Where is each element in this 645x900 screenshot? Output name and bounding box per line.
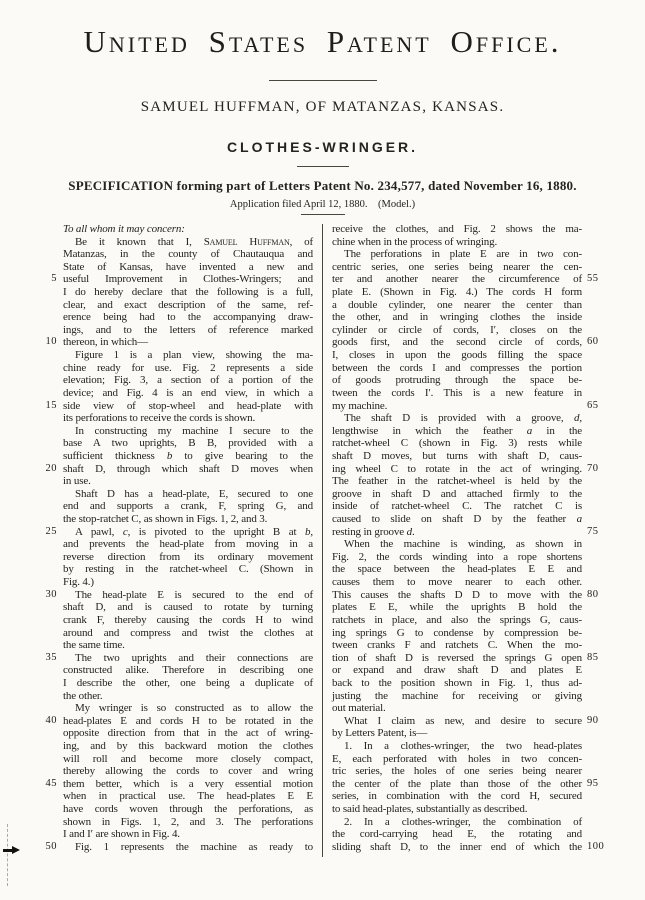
text-line-content: the center of the plate than those of the other bbox=[332, 777, 582, 790]
margin-line-number: 55 bbox=[587, 273, 599, 285]
text-line-content: The feather in the ratchet-wheel is held by the bbox=[332, 475, 582, 488]
text-line bbox=[63, 223, 313, 236]
text-line-content: reverse direction from its ordinary movement bbox=[63, 550, 313, 563]
text-line bbox=[332, 690, 582, 703]
text-line bbox=[63, 286, 313, 299]
text-line bbox=[332, 261, 582, 274]
text-line bbox=[332, 727, 582, 740]
text-line-content: them better, which is a very essential motion bbox=[63, 777, 313, 790]
margin-line-number: 5 bbox=[51, 273, 57, 285]
text-line bbox=[63, 627, 313, 640]
text-line bbox=[332, 803, 582, 816]
text-line bbox=[63, 299, 313, 312]
text-line-content: crank F, thereby causing the cords H to wind bbox=[63, 613, 313, 626]
text-line-content: The shaft D is provided with a groove, d, bbox=[344, 412, 582, 425]
text-line-content: receive the clothes, and Fig. 2 shows the ma- bbox=[332, 223, 582, 235]
text-line bbox=[332, 828, 582, 841]
text-line bbox=[332, 286, 582, 299]
application-line: Application filed April 12, 1880. (Model.) bbox=[229, 199, 416, 210]
text-line bbox=[332, 349, 582, 362]
text-line bbox=[63, 362, 313, 375]
text-line-content: Shaft D has a head-plate, E, secured to one bbox=[75, 487, 313, 500]
text-line-content: by Letters Patent, is— bbox=[332, 727, 428, 740]
text-line-content: back to the position shown in Fig. 1, thus ad- bbox=[332, 676, 582, 689]
text-line bbox=[332, 475, 582, 488]
invention-title: CLOTHES-WRINGER. bbox=[226, 139, 419, 155]
margin-line-number: 85 bbox=[587, 651, 599, 663]
margin-line-number: 15 bbox=[45, 399, 57, 411]
text-line bbox=[45, 651, 313, 665]
text-line-content: cylinder or circle of cords, I′, closes on the bbox=[332, 323, 582, 336]
text-line bbox=[63, 740, 313, 753]
text-line-content: the same time. bbox=[63, 639, 125, 652]
text-line bbox=[63, 727, 313, 740]
text-line-content: When the machine is winding, as shown in bbox=[344, 538, 582, 551]
text-line bbox=[63, 450, 313, 463]
text-line bbox=[63, 311, 313, 324]
text-line-content: ings, and to the letters of reference marked bbox=[63, 323, 313, 336]
text-line-content: around and compress and twist the clothes at bbox=[63, 626, 313, 639]
text-line-content: to said head-plates, substantially as described. bbox=[332, 803, 528, 816]
text-line bbox=[332, 816, 582, 829]
specification-line: SPECIFICATION forming part of Letters Patent No. 234,577, dated November 16, 1880. bbox=[68, 178, 577, 193]
text-line-content: elevation; Fig. 3, a section of a portion of the bbox=[63, 374, 313, 387]
text-line bbox=[332, 336, 599, 349]
text-line-content: To all whom it may concern: bbox=[63, 223, 185, 235]
page-title: United States Patent Office. bbox=[83, 24, 562, 59]
text-line-content: shaft D moves, but turns with shaft D, caus- bbox=[332, 449, 582, 462]
text-line bbox=[332, 753, 582, 766]
text-line-content: when in practical use. The head-plates E E bbox=[63, 790, 313, 803]
text-line bbox=[63, 374, 313, 387]
text-line bbox=[332, 500, 582, 513]
text-line-content: Fig. 2, the cords winding into a rope shortens bbox=[332, 550, 582, 563]
text-line bbox=[332, 588, 599, 602]
text-line-content: sufficient thickness b to give bearing to the bbox=[63, 449, 313, 462]
specification-body bbox=[45, 223, 605, 857]
text-line bbox=[45, 840, 313, 854]
text-line-content: tric series, the holes of one series being nearer bbox=[332, 765, 582, 778]
text-line bbox=[45, 336, 313, 349]
text-line bbox=[63, 387, 313, 400]
text-line bbox=[332, 777, 599, 791]
text-line-content: caused to slide on shaft D by the feather a bbox=[332, 513, 582, 526]
page-fold-mark bbox=[7, 824, 8, 886]
text-line-content: justing the machine for receiving or giving bbox=[332, 689, 582, 702]
text-line bbox=[63, 236, 313, 249]
printers-mark-head bbox=[12, 846, 20, 854]
text-line bbox=[63, 790, 313, 803]
margin-line-number: 65 bbox=[587, 399, 599, 411]
text-line-content: end and supports a crank, F, spring G, and bbox=[63, 500, 313, 513]
margin-line-number: 50 bbox=[45, 840, 57, 852]
text-line-content: ing springs G to condense by compression be- bbox=[332, 626, 582, 639]
text-line-content: centric series, one series being nearer the cen- bbox=[332, 260, 582, 273]
text-line-content: The perforations in plate E are in two con- bbox=[344, 248, 582, 261]
text-line-content: shown in Figs. 1, 2, and 3. The perforations bbox=[63, 815, 313, 828]
text-line bbox=[45, 714, 313, 728]
text-line bbox=[63, 500, 313, 513]
margin-line-number: 70 bbox=[587, 462, 599, 474]
text-line bbox=[332, 311, 582, 324]
text-line-content: opposite direction from that in the act of wring- bbox=[63, 727, 313, 740]
text-line-content: ratchets in place, and also the springs G, caus- bbox=[332, 613, 582, 626]
text-line-content: will roll and become more closely compact, bbox=[63, 752, 313, 765]
text-line-content: shaft D, through which shaft D moves when bbox=[63, 462, 313, 475]
inventor-line: SAMUEL HUFFMAN, OF MATANZAS, KANSAS. bbox=[140, 99, 505, 115]
text-line-content: shaft D, and is caused to rotate by turning bbox=[63, 601, 313, 614]
text-line bbox=[63, 828, 313, 841]
text-line bbox=[63, 425, 313, 438]
text-line-content: The head-plate E is secured to the end of bbox=[75, 588, 313, 601]
right-column bbox=[332, 223, 605, 857]
text-line-content: thereby allowing the cords to cover and wring bbox=[63, 765, 313, 778]
text-line-content: clear, and exact description of the same, ref- bbox=[63, 298, 313, 311]
text-line-content: device; and Fig. 4 is an end view, in which a bbox=[63, 386, 313, 399]
text-line bbox=[332, 374, 582, 387]
divider-rule bbox=[269, 80, 377, 81]
text-line bbox=[332, 248, 582, 261]
margin-line-number: 80 bbox=[587, 588, 599, 600]
text-line-content: State of Kansas, have invented a new and bbox=[63, 260, 313, 273]
text-line-content: tion of shaft D is reversed the springs G open bbox=[332, 651, 582, 664]
text-line-content: goods first, and the second circle of cords, bbox=[332, 336, 582, 349]
text-line bbox=[63, 538, 313, 551]
text-line-content: and prevents the head-plate from moving in a bbox=[63, 538, 313, 551]
text-line bbox=[63, 803, 313, 816]
text-line bbox=[63, 639, 313, 652]
text-line-content: inside of ratchet-wheel C. The ratchet C is bbox=[332, 500, 582, 513]
text-line bbox=[63, 349, 313, 362]
text-line-content: erence being had to the accompanying draw- bbox=[63, 311, 313, 324]
text-line-content: plates E E, while the uprights B hold the bbox=[332, 601, 582, 614]
text-line bbox=[332, 425, 582, 438]
text-line bbox=[332, 412, 582, 425]
text-line bbox=[332, 525, 599, 539]
text-line-content: ing wheel C to rotate in the act of wringing. bbox=[332, 462, 582, 475]
text-line-content: Fig. 1 represents the machine as ready to bbox=[75, 840, 313, 853]
text-line bbox=[332, 462, 599, 476]
divider-rule bbox=[301, 214, 345, 215]
text-line bbox=[63, 563, 313, 576]
text-line bbox=[332, 387, 582, 400]
text-line-content: sliding shaft D, to the inner end of which the bbox=[332, 840, 582, 853]
text-line-content: What I claim as new, and desire to secure bbox=[344, 714, 582, 727]
text-line-content: the space between the head-plates E E and bbox=[332, 563, 582, 576]
text-line bbox=[63, 576, 313, 589]
text-line bbox=[63, 765, 313, 778]
text-line-content: the other, and in wringing clothes the inside bbox=[332, 311, 582, 324]
text-line bbox=[63, 412, 313, 425]
text-line bbox=[51, 273, 313, 286]
text-line bbox=[332, 677, 582, 690]
text-line-content: causes them to move nearer to each other. bbox=[332, 576, 582, 589]
text-line-content: side view of stop-wheel and head-plate with bbox=[63, 399, 313, 412]
text-line bbox=[45, 525, 313, 539]
text-line bbox=[332, 790, 582, 803]
text-line-content: of goods protruding through the space be- bbox=[332, 374, 582, 387]
text-line-content: chine ready for use. Fig. 2 represents a side bbox=[63, 361, 313, 374]
text-line bbox=[63, 324, 313, 337]
margin-line-number: 40 bbox=[45, 714, 57, 726]
text-line bbox=[63, 753, 313, 766]
text-line-content: The two uprights and their connections are bbox=[75, 651, 313, 664]
text-line bbox=[332, 273, 599, 286]
text-line bbox=[63, 248, 313, 261]
margin-line-number: 25 bbox=[45, 525, 57, 537]
text-line bbox=[63, 261, 313, 274]
text-line-content: useful Improvement in Clothes-Wringers; and bbox=[63, 273, 313, 286]
text-line-content: the stop-ratchet C, as shown in Figs. 1, 2, and 3. bbox=[63, 513, 268, 526]
text-line-content: Matanzas, in the county of Chautauqua and bbox=[63, 248, 313, 261]
margin-line-number: 75 bbox=[587, 525, 599, 537]
text-line-content: chine when in the process of wringing. bbox=[332, 235, 498, 248]
text-line bbox=[332, 840, 605, 854]
text-line-content: its perforations to receive the cords is shown. bbox=[63, 412, 256, 425]
text-line bbox=[63, 690, 313, 703]
text-line-content: by resting in the ratchet-wheel C. (Shown in bbox=[63, 563, 313, 576]
text-line bbox=[332, 765, 582, 778]
text-line bbox=[332, 362, 582, 375]
text-line bbox=[332, 399, 599, 413]
text-line bbox=[332, 576, 582, 589]
text-line bbox=[45, 588, 313, 602]
text-line bbox=[63, 677, 313, 690]
text-line bbox=[63, 816, 313, 829]
text-line-content: constructed alike. Therefore in describing one bbox=[63, 664, 313, 677]
text-line bbox=[63, 475, 313, 488]
text-line bbox=[332, 450, 582, 463]
margin-line-number: 20 bbox=[45, 462, 57, 474]
text-line-content: My wringer is so constructed as to allow the bbox=[75, 702, 313, 715]
text-line-content: groove in shaft D and attached firmly to the bbox=[332, 487, 582, 500]
text-line bbox=[332, 614, 582, 627]
text-line-content: out material. bbox=[332, 702, 386, 715]
text-line-content: Fig. 4.) bbox=[63, 576, 94, 589]
text-line bbox=[332, 538, 582, 551]
text-line bbox=[332, 324, 582, 337]
text-line-content: my machine. bbox=[332, 399, 388, 412]
divider-rule bbox=[297, 166, 349, 167]
margin-line-number: 60 bbox=[587, 336, 599, 348]
text-line bbox=[63, 614, 313, 627]
margin-line-number: 30 bbox=[45, 588, 57, 600]
text-line bbox=[332, 651, 599, 665]
text-line bbox=[332, 551, 582, 564]
text-line-content: ing, and by this backward motion the clothes bbox=[63, 739, 313, 752]
text-line-content: lengthwise in which the feather a in the bbox=[332, 424, 583, 437]
text-line bbox=[45, 399, 313, 413]
margin-line-number: 95 bbox=[587, 777, 599, 789]
text-line-content: tween the cords I′. This is a new feature in bbox=[332, 386, 582, 399]
text-line-content: I and I′ are shown in Fig. 4. bbox=[63, 828, 180, 841]
text-line bbox=[63, 513, 313, 526]
text-line bbox=[332, 437, 582, 450]
text-line-content: in use. bbox=[63, 475, 91, 488]
printers-mark-tail bbox=[3, 849, 12, 852]
text-line bbox=[63, 601, 313, 614]
text-line bbox=[63, 437, 313, 450]
text-line-content: Figure 1 is a plan view, showing the ma- bbox=[75, 349, 313, 362]
text-line bbox=[63, 664, 313, 677]
text-line-content: In constructing my machine I secure to the bbox=[75, 424, 313, 437]
text-line bbox=[332, 664, 582, 677]
text-line bbox=[332, 601, 582, 614]
text-line bbox=[332, 740, 582, 753]
text-line bbox=[332, 627, 582, 640]
text-line-content: base A two uprights, B B, provided with a bbox=[63, 437, 313, 450]
text-line-content: Be it known that I, Samuel Huffman, of bbox=[75, 235, 313, 248]
text-line bbox=[332, 702, 582, 715]
text-line-content: ratchet-wheel C (shown in Fig. 3) rests while bbox=[332, 437, 582, 450]
printers-mark-icon bbox=[3, 846, 20, 854]
text-line-content: or expand and draw shaft D and plates E bbox=[332, 664, 582, 677]
text-line-content: 1. In a clothes-wringer, the two head-plates bbox=[344, 739, 582, 752]
text-line-content: 2. In a clothes-wringer, the combination of bbox=[344, 815, 582, 828]
margin-line-number: 100 bbox=[587, 840, 605, 852]
text-line bbox=[45, 777, 313, 791]
text-line bbox=[63, 702, 313, 715]
text-line-content: resting in groove d. bbox=[332, 525, 415, 538]
text-line-content: I describe the other, one being a duplicate of bbox=[63, 676, 313, 689]
text-line-content: have cords woven through the perforations, as bbox=[63, 803, 313, 816]
text-line-content: head-plates E and cords H to be rotated in the bbox=[63, 714, 313, 727]
text-line-content: This causes the shafts D D to move with the bbox=[332, 588, 582, 601]
text-line-content: tween cranks F and ratchets C. When the mo- bbox=[332, 639, 582, 652]
text-line-content: ter and another nearer the circumference of bbox=[332, 273, 582, 286]
text-line bbox=[332, 488, 582, 501]
margin-line-number: 45 bbox=[45, 777, 57, 789]
text-line bbox=[332, 714, 599, 728]
text-line-content: I, closes in upon the goods filling the space bbox=[332, 349, 582, 362]
text-line-content: plate E. (Shown in Fig. 4.) The cords H form bbox=[332, 286, 582, 299]
margin-line-number: 10 bbox=[45, 336, 57, 348]
text-line-content: series, in combination with the cord H, secured bbox=[332, 790, 582, 803]
left-column bbox=[45, 223, 313, 857]
text-line bbox=[332, 563, 582, 576]
text-line-content: I do hereby declare that the following is a full, bbox=[63, 286, 313, 299]
text-line bbox=[332, 513, 582, 526]
text-line-content: the other. bbox=[63, 689, 103, 702]
text-line-content: between the cords I and compresses the portion bbox=[332, 361, 582, 374]
text-line-content: A pawl, c, is pivoted to the upright B at b, bbox=[75, 525, 313, 538]
text-line bbox=[332, 299, 582, 312]
text-line bbox=[332, 236, 582, 249]
text-line bbox=[332, 223, 582, 236]
margin-line-number: 90 bbox=[587, 714, 599, 726]
text-line bbox=[45, 462, 313, 476]
margin-line-number: 35 bbox=[45, 651, 57, 663]
text-line-content: thereon, in which— bbox=[63, 336, 148, 349]
text-line-content: a double cylinder, one nearer the center than bbox=[332, 298, 582, 311]
text-line bbox=[63, 488, 313, 501]
text-line bbox=[332, 639, 582, 652]
text-line bbox=[63, 551, 313, 564]
text-line-content: the cord-carrying head E, the rotating and bbox=[332, 828, 582, 841]
text-line-content: E, each perforated with holes in two concen- bbox=[332, 752, 582, 765]
column-divider bbox=[322, 224, 323, 857]
